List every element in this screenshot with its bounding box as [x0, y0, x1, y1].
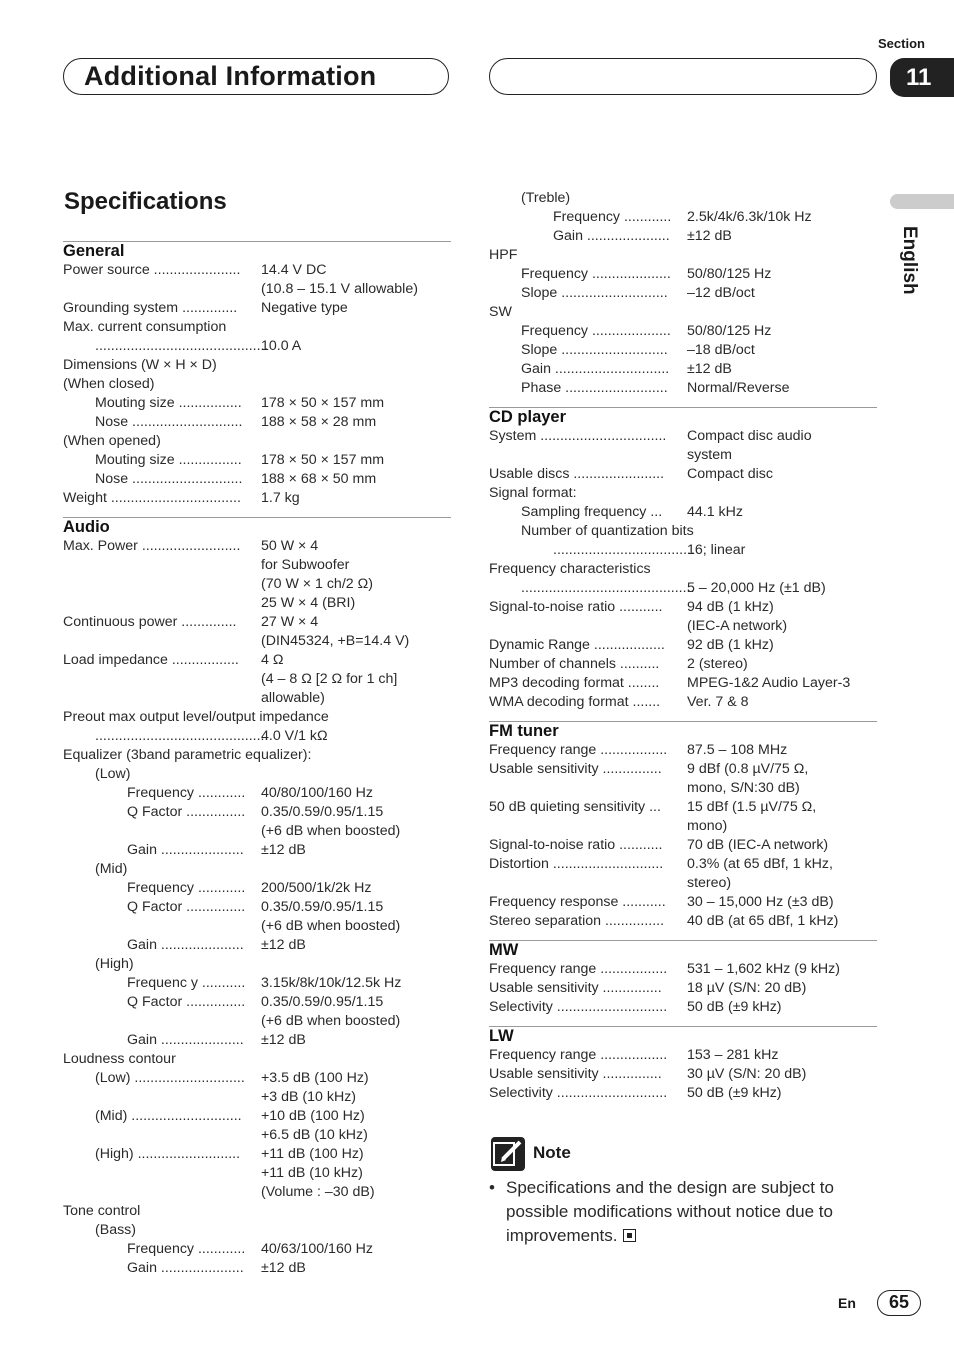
spec-row [63, 1240, 451, 1259]
spec-row [489, 322, 877, 341]
spec-row [489, 1065, 877, 1084]
spec-value: 153 – 281 kHz [687, 1047, 779, 1063]
spec-group [489, 940, 877, 1017]
spec-label: Load impedance ................. [63, 652, 239, 668]
section-label: Section [878, 36, 925, 51]
spec-group [63, 517, 451, 1278]
spec-row [63, 936, 451, 955]
spec-value: 50/80/125 Hz [687, 323, 772, 339]
spec-group [63, 241, 451, 508]
spec-row [63, 803, 451, 822]
spec-value: MPEG-1&2 Audio Layer-3 [687, 675, 851, 691]
spec-value: +6.5 dB (10 kHz) [261, 1127, 368, 1143]
spec-value: 50 dB (±9 kHz) [687, 999, 782, 1015]
spec-value: Negative type [261, 300, 348, 316]
spec-row [63, 708, 451, 727]
spec-group-heading: LW [489, 1027, 514, 1045]
note-heading: Note [533, 1143, 571, 1162]
spec-value: 4.0 V/1 kΩ [261, 728, 328, 744]
spec-label: Number of quantization bits [521, 523, 694, 539]
spec-label: Power source ...................... [63, 262, 241, 278]
spec-row [489, 522, 877, 541]
spec-label: Usable discs ....................... [489, 466, 665, 482]
spec-label: Frequency ............ [127, 880, 246, 896]
spec-value: 18 µV (S/N: 20 dB) [687, 980, 807, 996]
spec-row [63, 670, 451, 689]
spec-value: +3 dB (10 kHz) [261, 1089, 357, 1105]
spec-value: 0.35/0.59/0.95/1.15 [261, 899, 384, 915]
spec-row [63, 1088, 451, 1107]
spec-value: +10 dB (100 Hz) [261, 1108, 365, 1124]
spec-label: Dimensions (W × H × D) [63, 357, 217, 373]
spec-group [489, 189, 877, 398]
spec-value: Normal/Reverse [687, 380, 790, 396]
spec-row [63, 993, 451, 1012]
spec-value: 27 W × 4 [261, 614, 319, 630]
spec-row [489, 836, 877, 855]
spec-label: Frequency .................... [521, 323, 671, 339]
end-mark-icon [623, 1229, 636, 1242]
spec-value: 178 × 50 × 157 mm [261, 452, 385, 468]
page-title: Specifications [64, 188, 227, 215]
spec-label: MP3 decoding format ........ [489, 675, 660, 691]
spec-value: (+6 dB when boosted) [261, 1013, 401, 1029]
spec-value: 531 – 1,602 kHz (9 kHz) [687, 961, 840, 977]
spec-row [489, 1084, 877, 1103]
spec-row [489, 446, 877, 465]
spec-label: Gain ..................... [127, 842, 244, 858]
spec-value: stereo) [687, 875, 732, 891]
spec-label: Nose ............................ [95, 471, 243, 487]
spec-value: 200/500/1k/2k Hz [261, 880, 372, 896]
language-tab-label: English [899, 226, 920, 295]
spec-row [63, 974, 451, 993]
spec-row [63, 1069, 451, 1088]
spec-label: Frequenc y ........... [127, 975, 246, 991]
spec-label: Slope ........................... [521, 342, 668, 358]
spec-value: 14.4 V DC [261, 262, 327, 278]
spec-label: Max. current consumption [63, 319, 227, 335]
spec-label: (Mid) [95, 861, 128, 877]
spec-label: (Low) [95, 766, 131, 782]
spec-label: Sampling frequency ... [521, 504, 663, 520]
spec-value: 9 dBf (0.8 µV/75 Ω, [687, 761, 809, 777]
spec-label: Gain ..................... [127, 1260, 244, 1276]
spec-value: 2 (stereo) [687, 656, 748, 672]
spec-label: 50 dB quieting sensitivity ... [489, 799, 661, 815]
spec-value: ±12 dB [261, 937, 306, 953]
spec-value: Ver. 7 & 8 [687, 694, 749, 710]
spec-row [63, 1183, 451, 1202]
spec-row [63, 556, 451, 575]
spec-label: Equalizer (3band parametric equalizer): [63, 747, 312, 763]
spec-label: Signal format: [489, 485, 577, 501]
spec-row [63, 822, 451, 841]
spec-value: 70 dB (IEC-A network) [687, 837, 829, 853]
spec-value: 0.35/0.59/0.95/1.15 [261, 994, 384, 1010]
spec-label: Q Factor ............... [127, 994, 246, 1010]
note-pencil-icon [491, 1137, 525, 1171]
spec-row [489, 598, 877, 617]
spec-label: Continuous power .............. [63, 614, 237, 630]
spec-value: 5 – 20,000 Hz (±1 dB) [687, 580, 826, 596]
spec-value: 40/63/100/160 Hz [261, 1241, 374, 1257]
spec-value: 1.7 kg [261, 490, 300, 506]
spec-group [489, 721, 877, 931]
section-number-badge: 11 [890, 58, 954, 97]
spec-label: Grounding system .............. [63, 300, 238, 316]
spec-row [63, 1202, 451, 1221]
spec-value: 92 dB (1 kHz) [687, 637, 774, 653]
bullet-glyph: • [489, 1178, 495, 1197]
spec-label: Frequency response ........... [489, 894, 666, 910]
spec-label: Gain ..................... [553, 228, 670, 244]
spec-row [63, 451, 451, 470]
spec-row [63, 1164, 451, 1183]
spec-row [489, 674, 877, 693]
spec-row [489, 979, 877, 998]
spec-value: system [687, 447, 732, 463]
spec-value: ±12 dB [687, 361, 732, 377]
spec-row [489, 503, 877, 522]
spec-row [63, 1126, 451, 1145]
spec-value: for Subwoofer [261, 557, 350, 573]
spec-label: Loudness contour [63, 1051, 176, 1067]
spec-value: 30 µV (S/N: 20 dB) [687, 1066, 807, 1082]
spec-row [489, 227, 877, 246]
spec-label: (When opened) [63, 433, 161, 449]
spec-row [489, 1046, 877, 1065]
spec-label: Frequency range ................. [489, 961, 668, 977]
spec-row [489, 741, 877, 760]
spec-label: Max. Power ......................... [63, 538, 241, 554]
spec-row [489, 246, 877, 265]
spec-row [63, 955, 451, 974]
spec-label: .................................... [553, 542, 695, 558]
spec-row [63, 1012, 451, 1031]
spec-row [489, 427, 877, 446]
page-number: 65 [877, 1290, 921, 1316]
spec-row [63, 879, 451, 898]
spec-row [489, 655, 877, 674]
chapter-title: Additional Information [84, 61, 377, 91]
spec-label: Signal-to-noise ratio ........... [489, 837, 663, 853]
spec-value: –18 dB/oct [687, 342, 755, 358]
spec-row [489, 998, 877, 1017]
spec-value: 40 dB (at 65 dBf, 1 kHz) [687, 913, 839, 929]
spec-value: 0.3% (at 65 dBf, 1 kHz, [687, 856, 833, 872]
spec-label: Usable sensitivity ............... [489, 980, 662, 996]
spec-value: +3.5 dB (100 Hz) [261, 1070, 369, 1086]
spec-label: Dynamic Range .................. [489, 637, 665, 653]
spec-row [63, 394, 451, 413]
spec-value: ±12 dB [261, 1032, 306, 1048]
spec-row [63, 375, 451, 394]
spec-label: Q Factor ............... [127, 899, 246, 915]
spec-row [63, 689, 451, 708]
spec-value: (70 W × 1 ch/2 Ω) [261, 576, 373, 592]
spec-label: Weight ................................. [63, 490, 241, 506]
spec-row [63, 613, 451, 632]
spec-row [63, 299, 451, 318]
spec-label: Slope ........................... [521, 285, 668, 301]
spec-value: 30 – 15,000 Hz (±3 dB) [687, 894, 834, 910]
spec-row [489, 912, 877, 931]
spec-label: Nose ............................ [95, 414, 243, 430]
spec-group [489, 1026, 877, 1103]
spec-row [489, 779, 877, 798]
spec-value: ±12 dB [261, 842, 306, 858]
spec-label: ............................................ [95, 338, 269, 354]
spec-group-heading: FM tuner [489, 722, 559, 740]
spec-row [489, 693, 877, 712]
spec-label: Mouting size ................ [95, 452, 242, 468]
spec-label: HPF [489, 247, 518, 263]
spec-value: ±12 dB [687, 228, 732, 244]
spec-group-heading: MW [489, 941, 519, 959]
spec-label: (When closed) [63, 376, 155, 392]
spec-label: Preout max output level/output impedance [63, 709, 329, 725]
spec-label: Q Factor ............... [127, 804, 246, 820]
spec-value: 178 × 50 × 157 mm [261, 395, 385, 411]
spec-label: Number of channels .......... [489, 656, 660, 672]
spec-row [489, 893, 877, 912]
spec-row [489, 284, 877, 303]
spec-label: Selectivity ............................ [489, 1085, 668, 1101]
spec-label: (Mid) ............................ [95, 1108, 242, 1124]
spec-value: Compact disc [687, 466, 773, 482]
note-item [489, 1176, 869, 1248]
spec-row [63, 318, 451, 337]
spec-row [63, 841, 451, 860]
spec-value: ±12 dB [261, 1260, 306, 1276]
spec-group-heading: General [63, 242, 125, 260]
spec-row [489, 760, 877, 779]
spec-label: Gain ..................... [127, 937, 244, 953]
spec-value: 87.5 – 108 MHz [687, 742, 788, 758]
spec-row [489, 617, 877, 636]
spec-label: ............................................ [95, 728, 269, 744]
spec-value: 50 dB (±9 kHz) [687, 1085, 782, 1101]
spec-value: allowable) [261, 690, 325, 706]
spec-value: Compact disc audio [687, 428, 812, 444]
spec-row [63, 280, 451, 299]
spec-value: (10.8 – 15.1 V allowable) [261, 281, 418, 297]
spec-label: Stereo separation ............... [489, 913, 665, 929]
language-code: En [838, 1295, 856, 1311]
spec-label: SW [489, 304, 512, 320]
spec-group-heading: Audio [63, 518, 110, 536]
spec-value: 0.35/0.59/0.95/1.15 [261, 804, 384, 820]
spec-row [63, 537, 451, 556]
spec-label: Frequency ............ [127, 1241, 246, 1257]
spec-row [63, 765, 451, 784]
spec-row [63, 1145, 451, 1164]
spec-row [63, 898, 451, 917]
spec-row [63, 1221, 451, 1240]
spec-row [489, 208, 877, 227]
spec-row [63, 1050, 451, 1069]
spec-row [489, 484, 877, 503]
spec-label: Signal-to-noise ratio ........... [489, 599, 663, 615]
spec-group [489, 407, 877, 712]
spec-row [63, 356, 451, 375]
spec-value: 16; linear [687, 542, 746, 558]
spec-value: (+6 dB when boosted) [261, 823, 401, 839]
spec-value: 2.5k/4k/6.3k/10k Hz [687, 209, 812, 225]
spec-row [489, 541, 877, 560]
spec-value: mono) [687, 818, 728, 834]
spec-row [63, 727, 451, 746]
spec-label: ............................................ [521, 580, 695, 596]
spec-value: (4 – 8 Ω [2 Ω for 1 ch] [261, 671, 398, 687]
spec-value: (+6 dB when boosted) [261, 918, 401, 934]
spec-column-right [489, 189, 877, 1103]
spec-row [63, 470, 451, 489]
spec-row [489, 960, 877, 979]
spec-label: WMA decoding format ....... [489, 694, 661, 710]
spec-value: 44.1 kHz [687, 504, 743, 520]
spec-row [63, 746, 451, 765]
spec-row [489, 465, 877, 484]
spec-value: (Volume : –30 dB) [261, 1184, 375, 1200]
spec-row [63, 632, 451, 651]
spec-label: System ................................ [489, 428, 667, 444]
spec-label: (High) [95, 956, 134, 972]
header-empty-frame [489, 58, 877, 95]
language-tab-marker [890, 194, 954, 209]
spec-row [489, 360, 877, 379]
spec-value: (IEC-A network) [687, 618, 788, 634]
spec-label: (High) .......................... [95, 1146, 241, 1162]
spec-label: Gain ..................... [127, 1032, 244, 1048]
spec-label: Frequency range ................. [489, 1047, 668, 1063]
spec-value: 15 dBf (1.5 µV/75 Ω, [687, 799, 817, 815]
spec-label: Usable sensitivity ............... [489, 1066, 662, 1082]
spec-value: 188 × 58 × 28 mm [261, 414, 377, 430]
spec-label: Frequency characteristics [489, 561, 651, 577]
note-text: Specifications and the design are subject to possible modifications without notice due to improvements. [506, 1178, 834, 1245]
spec-row [489, 798, 877, 817]
spec-value: –12 dB/oct [687, 285, 755, 301]
spec-label: (Low) ............................ [95, 1070, 245, 1086]
spec-label: (Bass) [95, 1222, 136, 1238]
spec-row [63, 261, 451, 280]
spec-value: (DIN45324, +B=14.4 V) [261, 633, 410, 649]
spec-row [489, 303, 877, 322]
spec-value: 25 W × 4 (BRI) [261, 595, 356, 611]
spec-row [63, 594, 451, 613]
spec-row [489, 855, 877, 874]
spec-value: mono, S/N:30 dB) [687, 780, 800, 796]
spec-row [63, 651, 451, 670]
spec-group-heading: CD player [489, 408, 567, 426]
spec-row [489, 265, 877, 284]
spec-value: 10.0 A [261, 338, 302, 354]
spec-row [63, 1107, 451, 1126]
spec-row [63, 489, 451, 508]
spec-value: 40/80/100/160 Hz [261, 785, 374, 801]
spec-label: Frequency .................... [521, 266, 671, 282]
spec-column-left [63, 241, 451, 1278]
spec-label: Distortion ............................ [489, 856, 664, 872]
spec-row [489, 189, 877, 208]
spec-row [63, 784, 451, 803]
spec-row [489, 560, 877, 579]
spec-row [63, 575, 451, 594]
spec-label: Tone control [63, 1203, 141, 1219]
spec-label: (Treble) [521, 190, 571, 206]
spec-label: Frequency ............ [553, 209, 672, 225]
spec-value: 50/80/125 Hz [687, 266, 772, 282]
spec-row [489, 817, 877, 836]
spec-label: Usable sensitivity ............... [489, 761, 662, 777]
spec-label: Selectivity ............................ [489, 999, 668, 1015]
spec-row [63, 860, 451, 879]
spec-label: Frequency range ................. [489, 742, 668, 758]
spec-row [63, 1031, 451, 1050]
spec-value: 188 × 68 × 50 mm [261, 471, 377, 487]
spec-row [489, 379, 877, 398]
spec-row [63, 337, 451, 356]
spec-label: Mouting size ................ [95, 395, 242, 411]
spec-row [63, 917, 451, 936]
spec-label: Phase .......................... [521, 380, 668, 396]
spec-row [63, 413, 451, 432]
spec-row [489, 579, 877, 598]
spec-value: 4 Ω [261, 652, 284, 668]
spec-row [63, 432, 451, 451]
spec-label: Gain ............................. [521, 361, 670, 377]
spec-value: 94 dB (1 kHz) [687, 599, 774, 615]
spec-value: +11 dB (10 kHz) [261, 1165, 363, 1181]
spec-value: 3.15k/8k/10k/12.5k Hz [261, 975, 402, 991]
spec-value: +11 dB (100 Hz) [261, 1146, 364, 1162]
spec-row [489, 341, 877, 360]
spec-value: 50 W × 4 [261, 538, 319, 554]
spec-row [63, 1259, 451, 1278]
spec-row [489, 636, 877, 655]
spec-row [489, 874, 877, 893]
spec-label: Frequency ............ [127, 785, 246, 801]
